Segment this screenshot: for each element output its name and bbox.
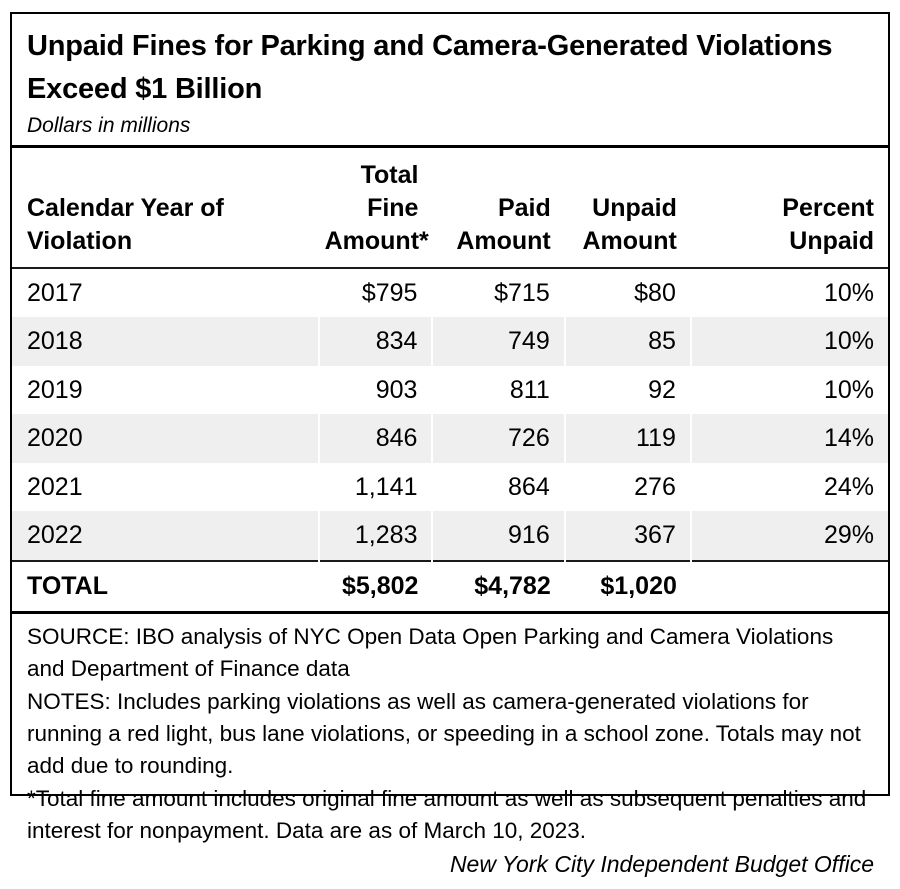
total-fine-cell: 1,141 [319, 463, 433, 512]
column-header-paid-line1: Paid [497, 193, 551, 222]
column-header-paid-line2: Amount [456, 226, 551, 255]
total-label-cell: TOTAL [12, 561, 319, 613]
percent-cell: 10% [691, 317, 888, 366]
percent-cell: 10% [691, 366, 888, 415]
unpaid-cell: 119 [565, 414, 691, 463]
paid-cell: 864 [432, 463, 564, 512]
year-cell: 2021 [27, 472, 83, 501]
title-line-2: Exceed $1 Billion [27, 72, 263, 105]
total-fine-cell: 834 [319, 317, 433, 366]
percent-cell: 10% [691, 268, 888, 318]
percent-cell: 29% [691, 511, 888, 561]
percent-cell: 24% [691, 463, 888, 512]
title-line-1: Unpaid Fines for Parking and Camera-Generated Violations [27, 30, 833, 62]
paid-cell: 916 [432, 511, 564, 561]
unpaid-cell: 92 [565, 366, 691, 415]
column-header-unpaid-line2: Amount [582, 226, 677, 255]
table-row-2017 [12, 268, 888, 318]
paid-cell: $715 [432, 268, 564, 318]
table-row-2021 [12, 463, 888, 512]
unpaid-cell: $80 [565, 268, 691, 318]
paid-cell: 749 [432, 317, 564, 366]
title-block [12, 14, 888, 148]
paid-cell: 811 [432, 366, 564, 415]
year-cell: 2022 [27, 521, 83, 550]
column-header-unpaid [565, 148, 691, 268]
total-fine-cell: $795 [319, 268, 433, 318]
year-cell: 2018 [27, 327, 83, 356]
header-row [12, 148, 888, 268]
total-fine-total-cell: $5,802 [319, 561, 433, 613]
notes-note: NOTES: Includes parking violations as well as camera-generated violations for running a red light, bus lane violations, or speeding in a school zone. Totals may not add due to rounding. [27, 688, 861, 779]
footnote-total-fine: *Total fine amount includes original fine amount as well as subsequent penalties and interest for nonpayment. Data are as of March 10, 2023. [27, 785, 867, 844]
subtitle-dollars-in-millions: Dollars in millions [27, 113, 191, 137]
table-row-2022 [12, 511, 888, 561]
column-header-percent-unpaid-line2: Unpaid [789, 226, 874, 255]
column-header-percent-unpaid [691, 148, 888, 268]
year-cell: 2020 [27, 424, 83, 453]
unpaid-cell: 367 [565, 511, 691, 561]
column-header-year [12, 148, 319, 268]
paid-cell: 726 [432, 414, 564, 463]
attribution: New York City Independent Budget Office [449, 850, 874, 877]
column-header-percent-unpaid-line1: Percent [782, 193, 874, 222]
column-header-total-fine-line1: Total Fine [360, 160, 419, 222]
total-row [12, 561, 888, 613]
table-row-2019 [12, 366, 888, 415]
unpaid-cell: 85 [565, 317, 691, 366]
total-fine-cell: 903 [319, 366, 433, 415]
notes-block [12, 614, 888, 889]
source-note: SOURCE: IBO analysis of NYC Open Data Open Parking and Camera Violations and Department of Finance data [27, 623, 834, 682]
year-cell: 2019 [27, 375, 83, 404]
percent-total-cell [691, 561, 888, 613]
percent-cell: 14% [691, 414, 888, 463]
column-header-year-line1: Calendar Year of [27, 193, 224, 222]
column-header-total-fine-line2: Amount* [324, 226, 429, 255]
column-header-paid [432, 148, 564, 268]
page-title [27, 25, 872, 111]
figure-table [10, 12, 890, 877]
fines-table [12, 148, 888, 614]
unpaid-total-cell: $1,020 [565, 561, 691, 613]
table-row-2020 [12, 414, 888, 463]
column-header-total-fine [319, 148, 433, 268]
total-fine-cell: 846 [319, 414, 433, 463]
unpaid-cell: 276 [565, 463, 691, 512]
column-header-year-line2: Violation [27, 226, 133, 255]
paid-total-cell: $4,782 [432, 561, 564, 613]
column-header-unpaid-line1: Unpaid [592, 193, 677, 222]
total-fine-cell: 1,283 [319, 511, 433, 561]
table-row-2018 [12, 317, 888, 366]
year-cell: 2017 [27, 278, 83, 307]
